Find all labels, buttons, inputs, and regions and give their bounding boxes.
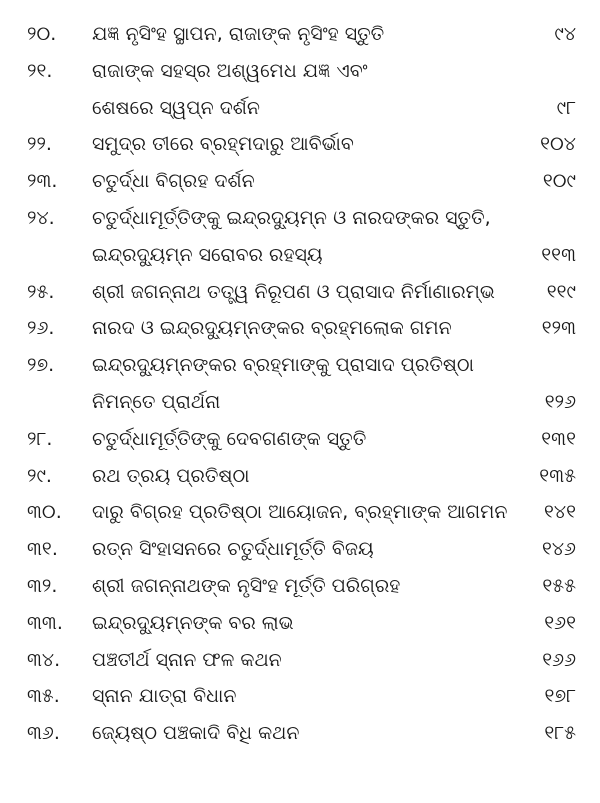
- entry-title: ନାରଦ ଓ ଇନ୍ଦ୍ରଦ୍ୟୁମ୍ନଙ୍କର ବ୍ରହ୍ମଲୋକ ଗମନ: [92, 317, 452, 340]
- entry-title: ରାଜାଙ୍କ ସହସ୍ର ଅଶ୍ୱମେଧ ଯଜ୍ଞ ଏବଂ: [92, 59, 368, 82]
- entry-title: ଇନ୍ଦ୍ରଦ୍ୟୁମ୍ନଙ୍କ ବର ଲାଭ: [92, 611, 294, 634]
- toc-entry: [0, 715, 600, 752]
- entry-page-number: ୧୬୧: [544, 611, 576, 634]
- entry-number: ୩୪.: [27, 648, 61, 671]
- entry-number: ୩୬.: [27, 722, 60, 745]
- entry-page-number: ୧୩୧: [541, 427, 576, 450]
- entry-number: ୩୩.: [27, 611, 63, 634]
- entry-number: ୨୨.: [27, 133, 52, 156]
- entry-number: ୨୦.: [27, 23, 57, 45]
- toc-entry: [0, 568, 600, 605]
- entry-page-number: ୧୪୬: [541, 538, 576, 561]
- toc-entry: [0, 494, 600, 531]
- entry-title: ଶ୍ରୀ ଜଗନ୍ନାଥଙ୍କ ନୃସିଂହ ମୂର୍ତ୍ତି ପରିଗ୍ରହ: [92, 574, 401, 597]
- entry-title-continued: ଇନ୍ଦ୍ରଦ୍ୟୁମ୍ନ ସରୋବର ରହସ୍ୟ: [92, 243, 323, 266]
- entry-page-number: ୯୮: [556, 96, 576, 119]
- table-of-contents: [0, 16, 600, 752]
- entry-title: ଚତୁର୍ଦ୍ଧା ବିଗ୍ରହ ଦର୍ଶନ: [92, 170, 255, 193]
- entry-number: ୩୨.: [27, 574, 58, 597]
- entry-title: ପଞ୍ଚତୀର୍ଥ ସ୍ନାନ ଫଳ କଥନ: [92, 648, 282, 671]
- entry-page-number: ୧୬୬: [542, 648, 576, 671]
- entry-page-number: ୧୦୯: [542, 170, 576, 193]
- entry-number: ୩୧.: [27, 538, 58, 561]
- toc-entry: [0, 678, 600, 715]
- toc-entry: [0, 126, 600, 163]
- entry-number: ୩୫.: [27, 685, 60, 708]
- entry-page-number: ୧୧୩: [541, 243, 576, 266]
- toc-entry: [0, 200, 600, 237]
- entry-page-number: ୯୪: [554, 23, 576, 45]
- entry-title: ଚତୁର୍ଦ୍ଧାମୂର୍ତ୍ତିଙ୍କୁ ଇନ୍ଦ୍ରଦ୍ୟୁମ୍ନ ଓ ନାରଦଙ୍କର ସ୍ତୁତି,: [92, 206, 491, 229]
- entry-number: ୨୪.: [27, 206, 55, 229]
- entry-number: ୨୯.: [27, 464, 52, 487]
- toc-entry: [0, 274, 600, 311]
- entry-number: ୨୬.: [27, 317, 55, 340]
- toc-entry-continuation: [0, 90, 600, 127]
- entry-page-number: ୧୨୬: [544, 390, 576, 413]
- entry-title-continued: ନିମନ୍ତେ ପ୍ରାର୍ଥନା: [92, 390, 221, 413]
- entry-number: ୨୫.: [27, 280, 55, 303]
- toc-entry: [0, 310, 600, 347]
- entry-title: ଦାରୁ ବିଗ୍ରହ ପ୍ରତିଷ୍ଠା ଆୟୋଜନ, ବ୍ରହ୍ମାଙ୍କ ଆଗମନ: [92, 501, 508, 524]
- toc-entry: [0, 421, 600, 458]
- entry-page-number: ୧୧୯: [546, 280, 576, 303]
- entry-page-number: ୧୨୩: [541, 317, 576, 340]
- entry-title: ସମୁଦ୍ର ତୀରେ ବ୍ରହ୍ମଦାରୁ ଆବିର୍ଭାବ: [92, 133, 354, 156]
- entry-number: ୨୩.: [27, 170, 58, 193]
- entry-number: ୨୭.: [27, 354, 55, 377]
- toc-entry: [0, 53, 600, 90]
- toc-entry: [0, 163, 600, 200]
- entry-number: ୨୧.: [27, 59, 53, 82]
- entry-title: ଯଜ୍ଞ ନୃସିଂହ ସ୍ଥାପନ, ରାଜାଙ୍କ ନୃସିଂହ ସ୍ତୁତି: [92, 23, 385, 45]
- toc-entry-continuation: [0, 384, 600, 421]
- toc-entry: [0, 531, 600, 568]
- entry-title-continued: ଶେଷରେ ସ୍ୱପ୍ନ ଦର୍ଶନ: [92, 96, 261, 119]
- entry-title: ରଥ ତ୍ରୟ ପ୍ରତିଷ୍ଠା: [92, 464, 250, 487]
- entry-page-number: ୧୭୮: [544, 685, 576, 708]
- entry-page-number: ୧୩୫: [539, 464, 576, 487]
- entry-title: ରତ୍ନ ସିଂହାସନରେ ଚତୁର୍ଦ୍ଧାମୂର୍ତ୍ତି ବିଜୟ: [92, 538, 374, 561]
- entry-number: ୨୮.: [27, 427, 53, 450]
- toc-entry-continuation: [0, 237, 600, 274]
- entry-title: ଶ୍ରୀ ଜଗନ୍ନାଥ ତତ୍ତ୍ୱ ନିରୂପଣ ଓ ପ୍ରାସାଦ ନିର୍ମାଣାରମ୍ଭ: [92, 280, 495, 303]
- entry-page-number: ୧୮୫: [544, 722, 576, 745]
- entry-page-number: ୧୪୧: [544, 501, 576, 524]
- entry-number: ୩୦.: [27, 501, 62, 524]
- entry-title: ସ୍ନାନ ଯାତ୍ରା ବିଧାନ: [92, 685, 237, 708]
- toc-entry: [0, 16, 600, 53]
- toc-entry: [0, 347, 600, 384]
- entry-title: ଜ୍ୟେଷ୍ଠ ପଞ୍ଚକାଦି ବିଧି କଥନ: [92, 722, 300, 745]
- toc-entry: [0, 605, 600, 642]
- entry-title: ଚତୁର୍ଦ୍ଧାମୂର୍ତ୍ତିଙ୍କୁ ଦେବଗଣଙ୍କ ସ୍ତୁତି: [92, 427, 367, 450]
- entry-page-number: ୧୦୪: [540, 133, 576, 156]
- toc-entry: [0, 642, 600, 679]
- toc-entry: [0, 458, 600, 495]
- entry-title: ଇନ୍ଦ୍ରଦ୍ୟୁମ୍ନଙ୍କର ବ୍ରହ୍ମାଙ୍କୁ ପ୍ରାସାଦ ପ୍ରତିଷ୍ଠା: [92, 354, 474, 377]
- entry-page-number: ୧୫୫: [542, 574, 576, 597]
